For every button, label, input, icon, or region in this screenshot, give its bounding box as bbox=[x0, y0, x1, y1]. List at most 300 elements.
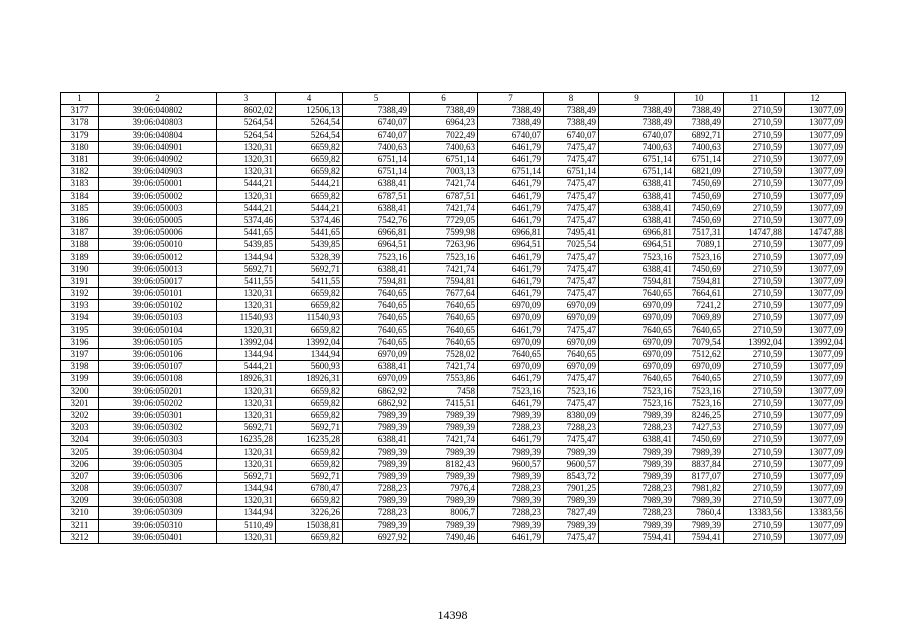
value-cell: 2710,59 bbox=[724, 519, 785, 531]
value-cell: 6461,79 bbox=[478, 141, 544, 153]
row-number-cell: 3189 bbox=[61, 251, 99, 263]
row-number-cell: 3182 bbox=[61, 166, 99, 178]
cadastral-code-cell: 39:06:050103 bbox=[99, 312, 217, 324]
value-cell: 6659,82 bbox=[276, 458, 343, 470]
value-cell: 5692,71 bbox=[217, 422, 276, 434]
value-cell: 6966,81 bbox=[599, 227, 675, 239]
value-cell: 6751,14 bbox=[599, 153, 675, 165]
value-cell: 7288,23 bbox=[343, 507, 410, 519]
value-cell: 13077,09 bbox=[785, 483, 846, 495]
value-cell: 5328,39 bbox=[276, 251, 343, 263]
cadastral-code-cell: 39:06:050003 bbox=[99, 202, 217, 214]
value-cell: 7288,23 bbox=[599, 422, 675, 434]
cadastral-code-cell: 39:06:050104 bbox=[99, 324, 217, 336]
value-cell: 6740,07 bbox=[478, 129, 544, 141]
value-cell: 7989,39 bbox=[675, 495, 724, 507]
value-cell: 7594,41 bbox=[675, 531, 724, 543]
row-number-cell: 3191 bbox=[61, 275, 99, 287]
value-cell: 2710,59 bbox=[724, 214, 785, 226]
cadastral-code-cell: 39:06:050017 bbox=[99, 275, 217, 287]
value-cell: 7022,49 bbox=[410, 129, 478, 141]
value-cell: 5110,49 bbox=[217, 519, 276, 531]
value-cell: 6388,41 bbox=[343, 202, 410, 214]
column-header: 2 bbox=[99, 93, 217, 105]
value-cell: 7523,16 bbox=[675, 397, 724, 409]
value-cell: 5264,54 bbox=[217, 129, 276, 141]
value-cell: 1344,94 bbox=[217, 251, 276, 263]
value-cell: 7388,49 bbox=[343, 105, 410, 117]
value-cell: 7523,16 bbox=[544, 385, 599, 397]
row-number-cell: 3205 bbox=[61, 446, 99, 458]
table-row bbox=[61, 129, 846, 141]
value-cell: 6388,41 bbox=[599, 263, 675, 275]
row-number-cell: 3209 bbox=[61, 495, 99, 507]
value-cell: 6966,81 bbox=[343, 227, 410, 239]
value-cell: 5692,71 bbox=[276, 470, 343, 482]
value-cell: 6970,09 bbox=[478, 300, 544, 312]
value-cell: 9600,57 bbox=[478, 458, 544, 470]
value-cell: 7989,39 bbox=[343, 409, 410, 421]
row-number-cell: 3198 bbox=[61, 361, 99, 373]
value-cell: 8177,07 bbox=[675, 470, 724, 482]
value-cell: 7640,65 bbox=[675, 373, 724, 385]
table-row bbox=[61, 409, 846, 421]
value-cell: 9600,57 bbox=[544, 458, 599, 470]
value-cell: 7989,39 bbox=[478, 470, 544, 482]
value-cell: 3226,26 bbox=[276, 507, 343, 519]
value-cell: 6780,47 bbox=[276, 483, 343, 495]
value-cell: 6751,14 bbox=[410, 153, 478, 165]
value-cell: 7989,39 bbox=[675, 519, 724, 531]
value-cell: 7475,47 bbox=[544, 531, 599, 543]
value-cell: 7989,39 bbox=[478, 495, 544, 507]
value-cell: 2710,59 bbox=[724, 324, 785, 336]
value-cell: 2710,59 bbox=[724, 483, 785, 495]
value-cell: 6787,51 bbox=[343, 190, 410, 202]
value-cell: 7421,74 bbox=[410, 434, 478, 446]
value-cell: 13077,09 bbox=[785, 519, 846, 531]
table-row bbox=[61, 324, 846, 336]
value-cell: 7475,47 bbox=[544, 275, 599, 287]
value-cell: 6970,09 bbox=[343, 348, 410, 360]
data-table bbox=[60, 92, 846, 544]
table-row bbox=[61, 470, 846, 482]
value-cell: 7475,47 bbox=[544, 202, 599, 214]
value-cell: 7523,16 bbox=[410, 251, 478, 263]
value-cell: 7640,65 bbox=[343, 324, 410, 336]
value-cell: 6740,07 bbox=[544, 129, 599, 141]
row-number-cell: 3187 bbox=[61, 227, 99, 239]
value-cell: 8602,02 bbox=[217, 105, 276, 117]
table-row bbox=[61, 385, 846, 397]
value-cell: 6821,09 bbox=[675, 166, 724, 178]
value-cell: 7490,46 bbox=[410, 531, 478, 543]
table-row bbox=[61, 373, 846, 385]
value-cell: 2710,59 bbox=[724, 434, 785, 446]
value-cell: 6659,82 bbox=[276, 531, 343, 543]
value-cell: 13992,04 bbox=[217, 336, 276, 348]
value-cell: 1320,31 bbox=[217, 166, 276, 178]
value-cell: 8246,25 bbox=[675, 409, 724, 421]
value-cell: 7388,49 bbox=[675, 117, 724, 129]
value-cell: 7901,25 bbox=[544, 483, 599, 495]
value-cell: 13077,09 bbox=[785, 263, 846, 275]
value-cell: 7475,47 bbox=[544, 397, 599, 409]
value-cell: 14747,88 bbox=[785, 227, 846, 239]
value-cell: 13077,09 bbox=[785, 300, 846, 312]
value-cell: 13077,09 bbox=[785, 446, 846, 458]
value-cell: 7989,39 bbox=[343, 446, 410, 458]
value-cell: 6970,09 bbox=[544, 300, 599, 312]
value-cell: 2710,59 bbox=[724, 348, 785, 360]
value-cell: 7523,16 bbox=[675, 385, 724, 397]
table-row bbox=[61, 361, 846, 373]
value-cell: 6659,82 bbox=[276, 141, 343, 153]
table-row bbox=[61, 483, 846, 495]
table-row bbox=[61, 446, 846, 458]
table-row bbox=[61, 141, 846, 153]
value-cell: 13077,09 bbox=[785, 434, 846, 446]
value-cell: 11540,93 bbox=[217, 312, 276, 324]
row-number-cell: 3204 bbox=[61, 434, 99, 446]
value-cell: 6461,79 bbox=[478, 263, 544, 275]
table-row bbox=[61, 178, 846, 190]
value-cell: 6659,82 bbox=[276, 288, 343, 300]
value-cell: 13077,09 bbox=[785, 214, 846, 226]
value-cell: 7989,39 bbox=[343, 422, 410, 434]
value-cell: 7523,16 bbox=[599, 385, 675, 397]
value-cell: 7640,65 bbox=[599, 288, 675, 300]
table-row bbox=[61, 397, 846, 409]
value-cell: 13077,09 bbox=[785, 202, 846, 214]
value-cell: 7400,63 bbox=[599, 141, 675, 153]
value-cell: 6740,07 bbox=[599, 129, 675, 141]
value-cell: 5264,54 bbox=[276, 117, 343, 129]
value-cell: 2710,59 bbox=[724, 495, 785, 507]
value-cell: 6461,79 bbox=[478, 434, 544, 446]
value-cell: 1320,31 bbox=[217, 397, 276, 409]
row-number-cell: 3206 bbox=[61, 458, 99, 470]
value-cell: 7976,4 bbox=[410, 483, 478, 495]
value-cell: 13077,09 bbox=[785, 178, 846, 190]
table-row bbox=[61, 288, 846, 300]
table-row bbox=[61, 117, 846, 129]
cadastral-code-cell: 39:06:050305 bbox=[99, 458, 217, 470]
table-row bbox=[61, 458, 846, 470]
row-number-cell: 3179 bbox=[61, 129, 99, 141]
value-cell: 1344,94 bbox=[217, 483, 276, 495]
table-row bbox=[61, 227, 846, 239]
value-cell: 6659,82 bbox=[276, 385, 343, 397]
value-cell: 7594,81 bbox=[675, 275, 724, 287]
value-cell: 1320,31 bbox=[217, 288, 276, 300]
value-cell: 7523,16 bbox=[478, 385, 544, 397]
value-cell: 1320,31 bbox=[217, 141, 276, 153]
value-cell: 7640,65 bbox=[343, 300, 410, 312]
value-cell: 2710,59 bbox=[724, 446, 785, 458]
value-cell: 7989,39 bbox=[544, 446, 599, 458]
column-header: 11 bbox=[724, 93, 785, 105]
row-number-cell: 3177 bbox=[61, 105, 99, 117]
value-cell: 7288,23 bbox=[599, 483, 675, 495]
value-cell: 7594,81 bbox=[410, 275, 478, 287]
row-number-cell: 3183 bbox=[61, 178, 99, 190]
value-cell: 13077,09 bbox=[785, 105, 846, 117]
value-cell: 2710,59 bbox=[724, 153, 785, 165]
value-cell: 6970,09 bbox=[675, 361, 724, 373]
value-cell: 13077,09 bbox=[785, 409, 846, 421]
value-cell: 8837,84 bbox=[675, 458, 724, 470]
cadastral-code-cell: 39:06:050202 bbox=[99, 397, 217, 409]
value-cell: 6964,23 bbox=[410, 117, 478, 129]
value-cell: 6388,41 bbox=[599, 202, 675, 214]
value-cell: 6751,14 bbox=[599, 166, 675, 178]
row-number-cell: 3199 bbox=[61, 373, 99, 385]
value-cell: 7421,74 bbox=[410, 263, 478, 275]
value-cell: 7553,86 bbox=[410, 373, 478, 385]
value-cell: 7594,81 bbox=[599, 275, 675, 287]
value-cell: 13077,09 bbox=[785, 361, 846, 373]
value-cell: 2710,59 bbox=[724, 105, 785, 117]
value-cell: 7421,74 bbox=[410, 202, 478, 214]
cadastral-code-cell: 39:06:050102 bbox=[99, 300, 217, 312]
value-cell: 13077,09 bbox=[785, 458, 846, 470]
value-cell: 8543,72 bbox=[544, 470, 599, 482]
value-cell: 6751,14 bbox=[675, 153, 724, 165]
cadastral-code-cell: 39:06:040903 bbox=[99, 166, 217, 178]
value-cell: 7528,02 bbox=[410, 348, 478, 360]
value-cell: 13077,09 bbox=[785, 129, 846, 141]
value-cell: 6970,09 bbox=[343, 373, 410, 385]
value-cell: 7475,47 bbox=[544, 434, 599, 446]
value-cell: 7989,39 bbox=[675, 446, 724, 458]
value-cell: 13077,09 bbox=[785, 470, 846, 482]
value-cell: 1320,31 bbox=[217, 190, 276, 202]
value-cell: 13383,56 bbox=[785, 507, 846, 519]
row-number-cell: 3200 bbox=[61, 385, 99, 397]
value-cell: 5264,54 bbox=[276, 129, 343, 141]
value-cell: 6461,79 bbox=[478, 531, 544, 543]
value-cell: 2710,59 bbox=[724, 129, 785, 141]
value-cell: 1320,31 bbox=[217, 324, 276, 336]
column-header: 4 bbox=[276, 93, 343, 105]
row-number-cell: 3208 bbox=[61, 483, 99, 495]
value-cell: 13992,04 bbox=[276, 336, 343, 348]
value-cell: 5692,71 bbox=[217, 470, 276, 482]
value-cell: 7729,05 bbox=[410, 214, 478, 226]
value-cell: 7989,39 bbox=[478, 409, 544, 421]
cadastral-code-cell: 39:06:050304 bbox=[99, 446, 217, 458]
value-cell: 7523,16 bbox=[599, 397, 675, 409]
cadastral-code-cell: 39:06:050303 bbox=[99, 434, 217, 446]
value-cell: 7640,65 bbox=[410, 324, 478, 336]
value-cell: 5444,21 bbox=[276, 202, 343, 214]
row-number-cell: 3212 bbox=[61, 531, 99, 543]
column-header: 7 bbox=[478, 93, 544, 105]
value-cell: 13077,09 bbox=[785, 190, 846, 202]
value-cell: 7388,49 bbox=[410, 105, 478, 117]
value-cell: 7517,31 bbox=[675, 227, 724, 239]
table-row bbox=[61, 202, 846, 214]
value-cell: 13077,09 bbox=[785, 275, 846, 287]
value-cell: 6751,14 bbox=[343, 166, 410, 178]
value-cell: 6659,82 bbox=[276, 446, 343, 458]
value-cell: 5600,93 bbox=[276, 361, 343, 373]
value-cell: 6388,41 bbox=[599, 190, 675, 202]
column-header: 3 bbox=[217, 93, 276, 105]
value-cell: 13077,09 bbox=[785, 531, 846, 543]
value-cell: 7542,76 bbox=[343, 214, 410, 226]
value-cell: 6461,79 bbox=[478, 153, 544, 165]
value-cell: 7288,23 bbox=[478, 422, 544, 434]
value-cell: 6970,09 bbox=[599, 361, 675, 373]
value-cell: 13077,09 bbox=[785, 117, 846, 129]
value-cell: 7640,65 bbox=[599, 324, 675, 336]
value-cell: 2710,59 bbox=[724, 166, 785, 178]
value-cell: 5692,71 bbox=[276, 422, 343, 434]
value-cell: 7450,69 bbox=[675, 434, 724, 446]
cadastral-code-cell: 39:06:050010 bbox=[99, 239, 217, 251]
cadastral-code-cell: 39:06:050001 bbox=[99, 178, 217, 190]
cadastral-code-cell: 39:06:050401 bbox=[99, 531, 217, 543]
value-cell: 6970,09 bbox=[478, 336, 544, 348]
value-cell: 7989,39 bbox=[599, 519, 675, 531]
value-cell: 13077,09 bbox=[785, 239, 846, 251]
value-cell: 7475,47 bbox=[544, 178, 599, 190]
value-cell: 2710,59 bbox=[724, 202, 785, 214]
value-cell: 7475,47 bbox=[544, 324, 599, 336]
value-cell: 8182,43 bbox=[410, 458, 478, 470]
value-cell: 6461,79 bbox=[478, 397, 544, 409]
value-cell: 12506,13 bbox=[276, 105, 343, 117]
value-cell: 2710,59 bbox=[724, 190, 785, 202]
value-cell: 7523,16 bbox=[599, 251, 675, 263]
table-row bbox=[61, 214, 846, 226]
value-cell: 8006,7 bbox=[410, 507, 478, 519]
value-cell: 5374,46 bbox=[276, 214, 343, 226]
value-cell: 7523,16 bbox=[675, 251, 724, 263]
value-cell: 2710,59 bbox=[724, 361, 785, 373]
row-number-cell: 3188 bbox=[61, 239, 99, 251]
value-cell: 7421,74 bbox=[410, 178, 478, 190]
value-cell: 7989,39 bbox=[410, 409, 478, 421]
column-header: 1 bbox=[61, 93, 99, 105]
value-cell: 6970,09 bbox=[599, 300, 675, 312]
value-cell: 6740,07 bbox=[343, 129, 410, 141]
value-cell: 7640,65 bbox=[599, 373, 675, 385]
value-cell: 7640,65 bbox=[343, 288, 410, 300]
row-number-cell: 3211 bbox=[61, 519, 99, 531]
value-cell: 2710,59 bbox=[724, 373, 785, 385]
row-number-cell: 3201 bbox=[61, 397, 99, 409]
value-cell: 2710,59 bbox=[724, 178, 785, 190]
value-cell: 6970,09 bbox=[599, 312, 675, 324]
value-cell: 7594,41 bbox=[599, 531, 675, 543]
value-cell: 7388,49 bbox=[478, 105, 544, 117]
column-header: 9 bbox=[599, 93, 675, 105]
value-cell: 7989,39 bbox=[599, 446, 675, 458]
value-cell: 7640,65 bbox=[410, 312, 478, 324]
row-number-cell: 3184 bbox=[61, 190, 99, 202]
table-row bbox=[61, 275, 846, 287]
value-cell: 18926,31 bbox=[217, 373, 276, 385]
value-cell: 5441,65 bbox=[217, 227, 276, 239]
cadastral-code-cell: 39:06:050307 bbox=[99, 483, 217, 495]
row-number-cell: 3190 bbox=[61, 263, 99, 275]
cadastral-code-cell: 39:06:050107 bbox=[99, 361, 217, 373]
value-cell: 6787,51 bbox=[410, 190, 478, 202]
value-cell: 7427,53 bbox=[675, 422, 724, 434]
cadastral-code-cell: 39:06:050310 bbox=[99, 519, 217, 531]
row-number-cell: 3207 bbox=[61, 470, 99, 482]
value-cell: 7989,39 bbox=[599, 458, 675, 470]
value-cell: 7989,39 bbox=[599, 470, 675, 482]
cadastral-code-cell: 39:06:050105 bbox=[99, 336, 217, 348]
table-row bbox=[61, 434, 846, 446]
cadastral-code-cell: 39:06:050108 bbox=[99, 373, 217, 385]
value-cell: 7421,74 bbox=[410, 361, 478, 373]
value-cell: 1320,31 bbox=[217, 531, 276, 543]
value-cell: 7079,54 bbox=[675, 336, 724, 348]
value-cell: 7989,39 bbox=[343, 495, 410, 507]
value-cell: 7003,13 bbox=[410, 166, 478, 178]
value-cell: 6461,79 bbox=[478, 251, 544, 263]
value-cell: 7089,1 bbox=[675, 239, 724, 251]
value-cell: 15038,81 bbox=[276, 519, 343, 531]
value-cell: 13077,09 bbox=[785, 373, 846, 385]
value-cell: 5411,55 bbox=[276, 275, 343, 287]
value-cell: 7989,39 bbox=[410, 495, 478, 507]
value-cell: 1320,31 bbox=[217, 409, 276, 421]
value-cell: 7989,39 bbox=[343, 519, 410, 531]
value-cell: 5692,71 bbox=[276, 263, 343, 275]
value-cell: 1320,31 bbox=[217, 495, 276, 507]
cadastral-code-cell: 39:06:050308 bbox=[99, 495, 217, 507]
value-cell: 5444,21 bbox=[217, 178, 276, 190]
value-cell: 7989,39 bbox=[410, 519, 478, 531]
value-cell: 7989,39 bbox=[410, 470, 478, 482]
value-cell: 7388,49 bbox=[675, 105, 724, 117]
row-number-cell: 3202 bbox=[61, 409, 99, 421]
value-cell: 6659,82 bbox=[276, 166, 343, 178]
value-cell: 6388,41 bbox=[599, 214, 675, 226]
value-cell: 7475,47 bbox=[544, 288, 599, 300]
value-cell: 13077,09 bbox=[785, 251, 846, 263]
value-cell: 7288,23 bbox=[599, 507, 675, 519]
value-cell: 7640,65 bbox=[343, 312, 410, 324]
table-row bbox=[61, 531, 846, 543]
value-cell: 7388,49 bbox=[544, 117, 599, 129]
column-header: 12 bbox=[785, 93, 846, 105]
value-cell: 6461,79 bbox=[478, 178, 544, 190]
cadastral-code-cell: 39:06:050006 bbox=[99, 227, 217, 239]
value-cell: 7475,47 bbox=[544, 141, 599, 153]
column-header: 6 bbox=[410, 93, 478, 105]
value-cell: 13383,56 bbox=[724, 507, 785, 519]
value-cell: 6659,82 bbox=[276, 409, 343, 421]
value-cell: 6388,41 bbox=[343, 434, 410, 446]
table-row bbox=[61, 239, 846, 251]
value-cell: 2710,59 bbox=[724, 458, 785, 470]
value-cell: 7288,23 bbox=[343, 483, 410, 495]
row-number-cell: 3194 bbox=[61, 312, 99, 324]
value-cell: 18926,31 bbox=[276, 373, 343, 385]
value-cell: 6970,09 bbox=[599, 336, 675, 348]
table-row bbox=[61, 300, 846, 312]
value-cell: 7241,2 bbox=[675, 300, 724, 312]
value-cell: 1344,94 bbox=[217, 348, 276, 360]
value-cell: 7450,69 bbox=[675, 214, 724, 226]
